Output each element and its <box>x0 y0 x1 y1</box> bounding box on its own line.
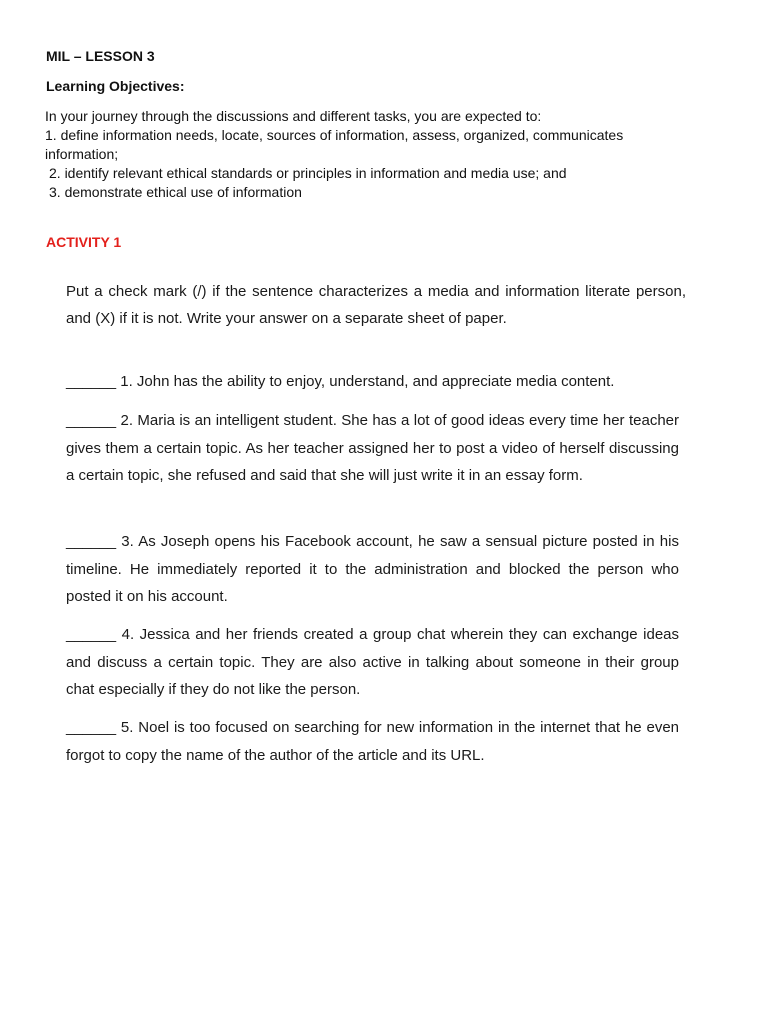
activity-item-3 <box>66 528 679 611</box>
activity-item-text: 2. Maria is an intelligent student. She has a lot of good ideas every time her teacher gives them a certain topic. As her teacher assigned her to post a video of herself discussing a certain topic, she refused and said that she will just write it in an essay form. <box>66 412 679 484</box>
objectives-list <box>45 107 735 202</box>
activity-item-5 <box>66 714 679 769</box>
answer-blank: ______ <box>66 626 117 643</box>
activity-item-4 <box>66 621 679 704</box>
answer-blank: ______ <box>66 373 117 390</box>
activity-item-text: 3. As Joseph opens his Facebook account, he saw a sensual picture posted in his timeline. He immediately reported it to the administration and blocked the person who posted it on his account. <box>66 533 679 605</box>
activity-item-text: 1. John has the ability to enjoy, understand, and appreciate media content. <box>116 373 615 390</box>
answer-blank: ______ <box>66 719 117 736</box>
objective-item-1-line-2: information; <box>45 146 119 162</box>
objectives-intro: In your journey through the discussions and different tasks, you are expected to: <box>45 108 542 124</box>
objectives-heading: Learning Objectives: <box>46 78 185 94</box>
activity-item-1 <box>66 368 679 396</box>
objective-item-1-line-1: 1. define information needs, locate, sources of information, assess, organized, communicates <box>45 127 624 143</box>
answer-blank: ______ <box>66 412 117 429</box>
activity-item-text: 5. Noel is too focused on searching for new information in the internet that he even forgot to copy the name of the author of the article and its URL. <box>66 719 679 764</box>
objective-item-2: 2. identify relevant ethical standards or principles in information and media use; and <box>49 165 567 181</box>
lesson-title: MIL – LESSON 3 <box>46 48 155 64</box>
activity-item-2 <box>66 407 679 490</box>
answer-blank: ______ <box>66 533 117 550</box>
objective-item-3: 3. demonstrate ethical use of information <box>49 184 302 200</box>
activity-item-text: 4. Jessica and her friends created a group chat wherein they can exchange ideas and discuss a certain topic. They are also active in talking about someone in their group chat especially if they do not like the person. <box>66 626 679 698</box>
activity-title: ACTIVITY 1 <box>46 234 122 250</box>
activity-instructions: Put a check mark (/) if the sentence characterizes a media and information literate person, and (X) if it is not. Write your answer on a separate sheet of paper. <box>66 283 686 327</box>
